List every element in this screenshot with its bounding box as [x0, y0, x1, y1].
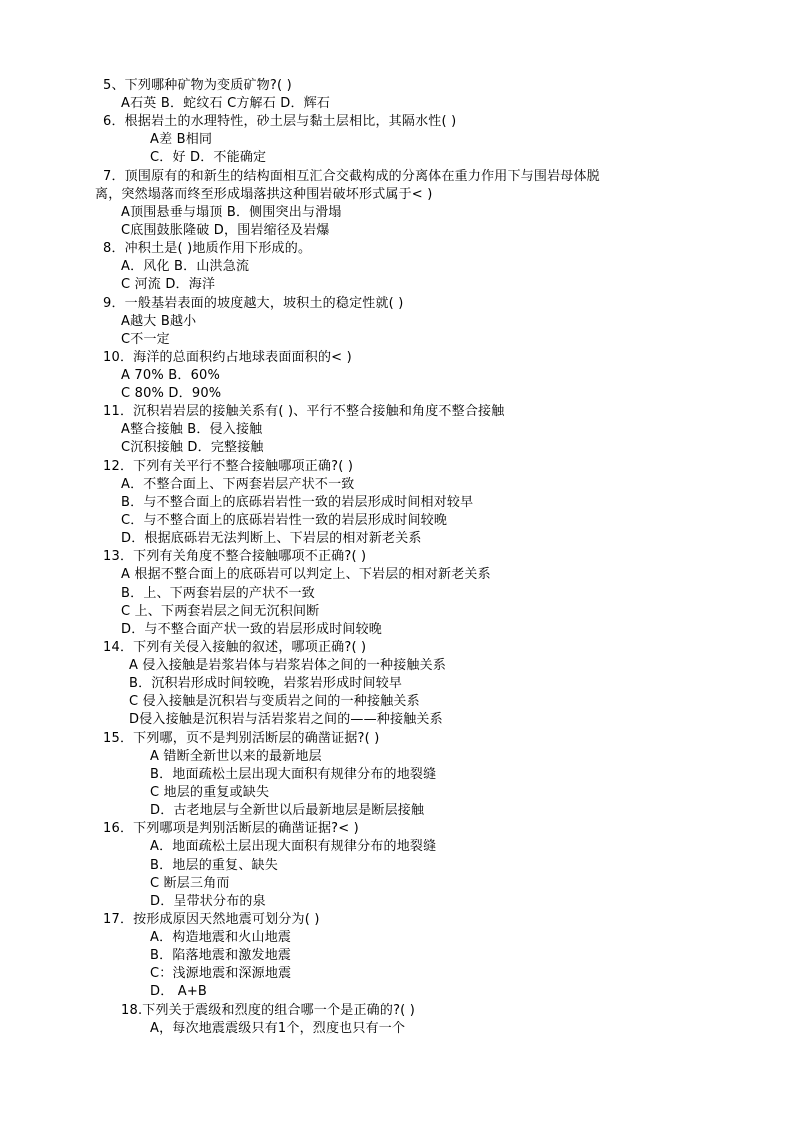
q14-option-d: D侵入接触是沉积岩与活岩浆岩之间的——种接触关系 — [129, 712, 443, 727]
q12-option-a: A．不整合面上、下两套岩层产状不一致 — [121, 477, 355, 492]
q11-options-2: C沉积接触 D．完整接触 — [121, 440, 264, 455]
q10-stem: 10．海洋的总面积约占地球表面面积的< ) — [103, 350, 352, 365]
q5-stem: 5、下列哪种矿物为变质矿物?( ) — [103, 78, 292, 93]
q11-options-1: A整合接触 B．侵入接触 — [121, 422, 263, 437]
q17-option-c: C：浅源地震和深源地震 — [150, 966, 292, 981]
q13-stem: 13．下列有关角度不整合接触哪项不正确?( ) — [103, 549, 367, 564]
q7-stem-2: 离，突然塌落而终至形成塌落拱这种围岩破坏形式属于< ) — [95, 187, 433, 202]
q12-option-c: C．与不整合面上的底砾岩岩性一致的岩层形成时间较晚 — [121, 513, 448, 528]
q14-option-c: C 侵入接触是沉积岩与变质岩之间的一种接触关系 — [129, 694, 420, 709]
q12-option-d: D．根据底砾岩无法判断上、下岩层的相对新老关系 — [121, 531, 422, 546]
q14-option-b: B．沉积岩形成时间较晚，岩浆岩形成时间较早 — [129, 676, 403, 691]
q9-stem: 9．一般基岩表面的坡度越大，坡积土的稳定性就( ) — [103, 296, 404, 311]
q13-option-b: B．上、下两套岩层的产状不一致 — [121, 586, 315, 601]
q15-option-a: A 错断全新世以来的最新地层 — [150, 749, 322, 764]
q16-stem: 16．下列哪项是判别活断层的确凿证据?< ) — [103, 821, 359, 836]
q8-options-1: A．风化 B．山洪急流 — [121, 259, 250, 274]
q15-option-c: C 地层的重复或缺失 — [150, 785, 270, 800]
q12-option-b: B．与不整合面上的底砾岩岩性一致的岩层形成时间相对较早 — [121, 495, 474, 510]
q7-stem-1: 7．顶围原有的和新生的结构面相互汇合交截构成的分离体在重力作用下与围岩母体脱 — [103, 169, 600, 184]
q6-options-2: C．好 D．不能确定 — [150, 150, 267, 165]
q14-stem: 14．下列有关侵入接触的叙述，哪项正确?( ) — [103, 640, 367, 655]
q6-options-1: A差 B相同 — [150, 132, 213, 147]
q18-stem: 18.下列关于震级和烈度的组合哪一个是正确的?( ) — [121, 1003, 416, 1018]
q17-stem: 17．按形成原因天然地震可划分为( ) — [103, 912, 320, 927]
q7-options-1: A顶围悬垂与塌顶 B．侧围突出与滑塌 — [121, 205, 342, 220]
q7-options-2: C底围鼓胀隆破 D，围岩缩径及岩爆 — [121, 223, 330, 238]
q13-option-a: A 根据不整合面上的底砾岩可以判定上、下岩层的相对新老关系 — [121, 567, 491, 582]
q16-option-a: A．地面疏松土层出现大面积有规律分布的地裂缝 — [150, 839, 437, 854]
q10-options-2: C 80% D．90% — [121, 386, 222, 401]
q14-option-a: A 侵入接触是岩浆岩体与岩浆岩体之间的一种接触关系 — [129, 658, 447, 673]
q17-option-b: B．陷落地震和激发地震 — [150, 948, 292, 963]
q16-option-c: C 断层三角而 — [150, 876, 230, 891]
q15-stem: 15．下列哪，页不是判别活断层的确凿证据?( ) — [103, 731, 380, 746]
q9-options-2: C不一定 — [121, 332, 170, 347]
q13-option-c: C 上、下两套岩层之间无沉积间断 — [121, 604, 320, 619]
q13-option-d: D．与不整合面产状一致的岩层形成时间较晚 — [121, 622, 383, 637]
q6-stem: 6．根据岩土的水理特性，砂土层与黏土层相比，其隔水性( ) — [103, 114, 457, 129]
q8-stem: 8．冲积土是( )地质作用下形成的。 — [103, 241, 312, 256]
q16-option-b: B．地层的重复、缺失 — [150, 858, 278, 873]
q17-option-a: A．构造地震和火山地震 — [150, 930, 292, 945]
q11-stem: 11．沉积岩岩层的接触关系有( )、平行不整合接触和角度不整合接触 — [103, 404, 505, 419]
q15-option-d: D．古老地层与全新世以后最新地层是断层接触 — [150, 803, 425, 818]
q17-option-d: D． A+B — [150, 984, 208, 999]
q15-option-b: B．地面疏松土层出现大面积有规律分布的地裂缝 — [150, 767, 437, 782]
q16-option-d: D．呈带状分布的泉 — [150, 894, 266, 909]
q8-options-2: C 河流 D．海洋 — [121, 277, 216, 292]
q10-options-1: A 70% B．60% — [121, 368, 221, 383]
q5-options: A石英 B．蛇纹石 C方解石 D．辉石 — [121, 96, 331, 111]
q18-option-a: A，每次地震震级只有1个，烈度也只有一个 — [150, 1021, 406, 1036]
q9-options-1: A越大 B越小 — [121, 314, 197, 329]
q12-stem: 12．下列有关平行不整合接触哪项正确?( ) — [103, 459, 354, 474]
